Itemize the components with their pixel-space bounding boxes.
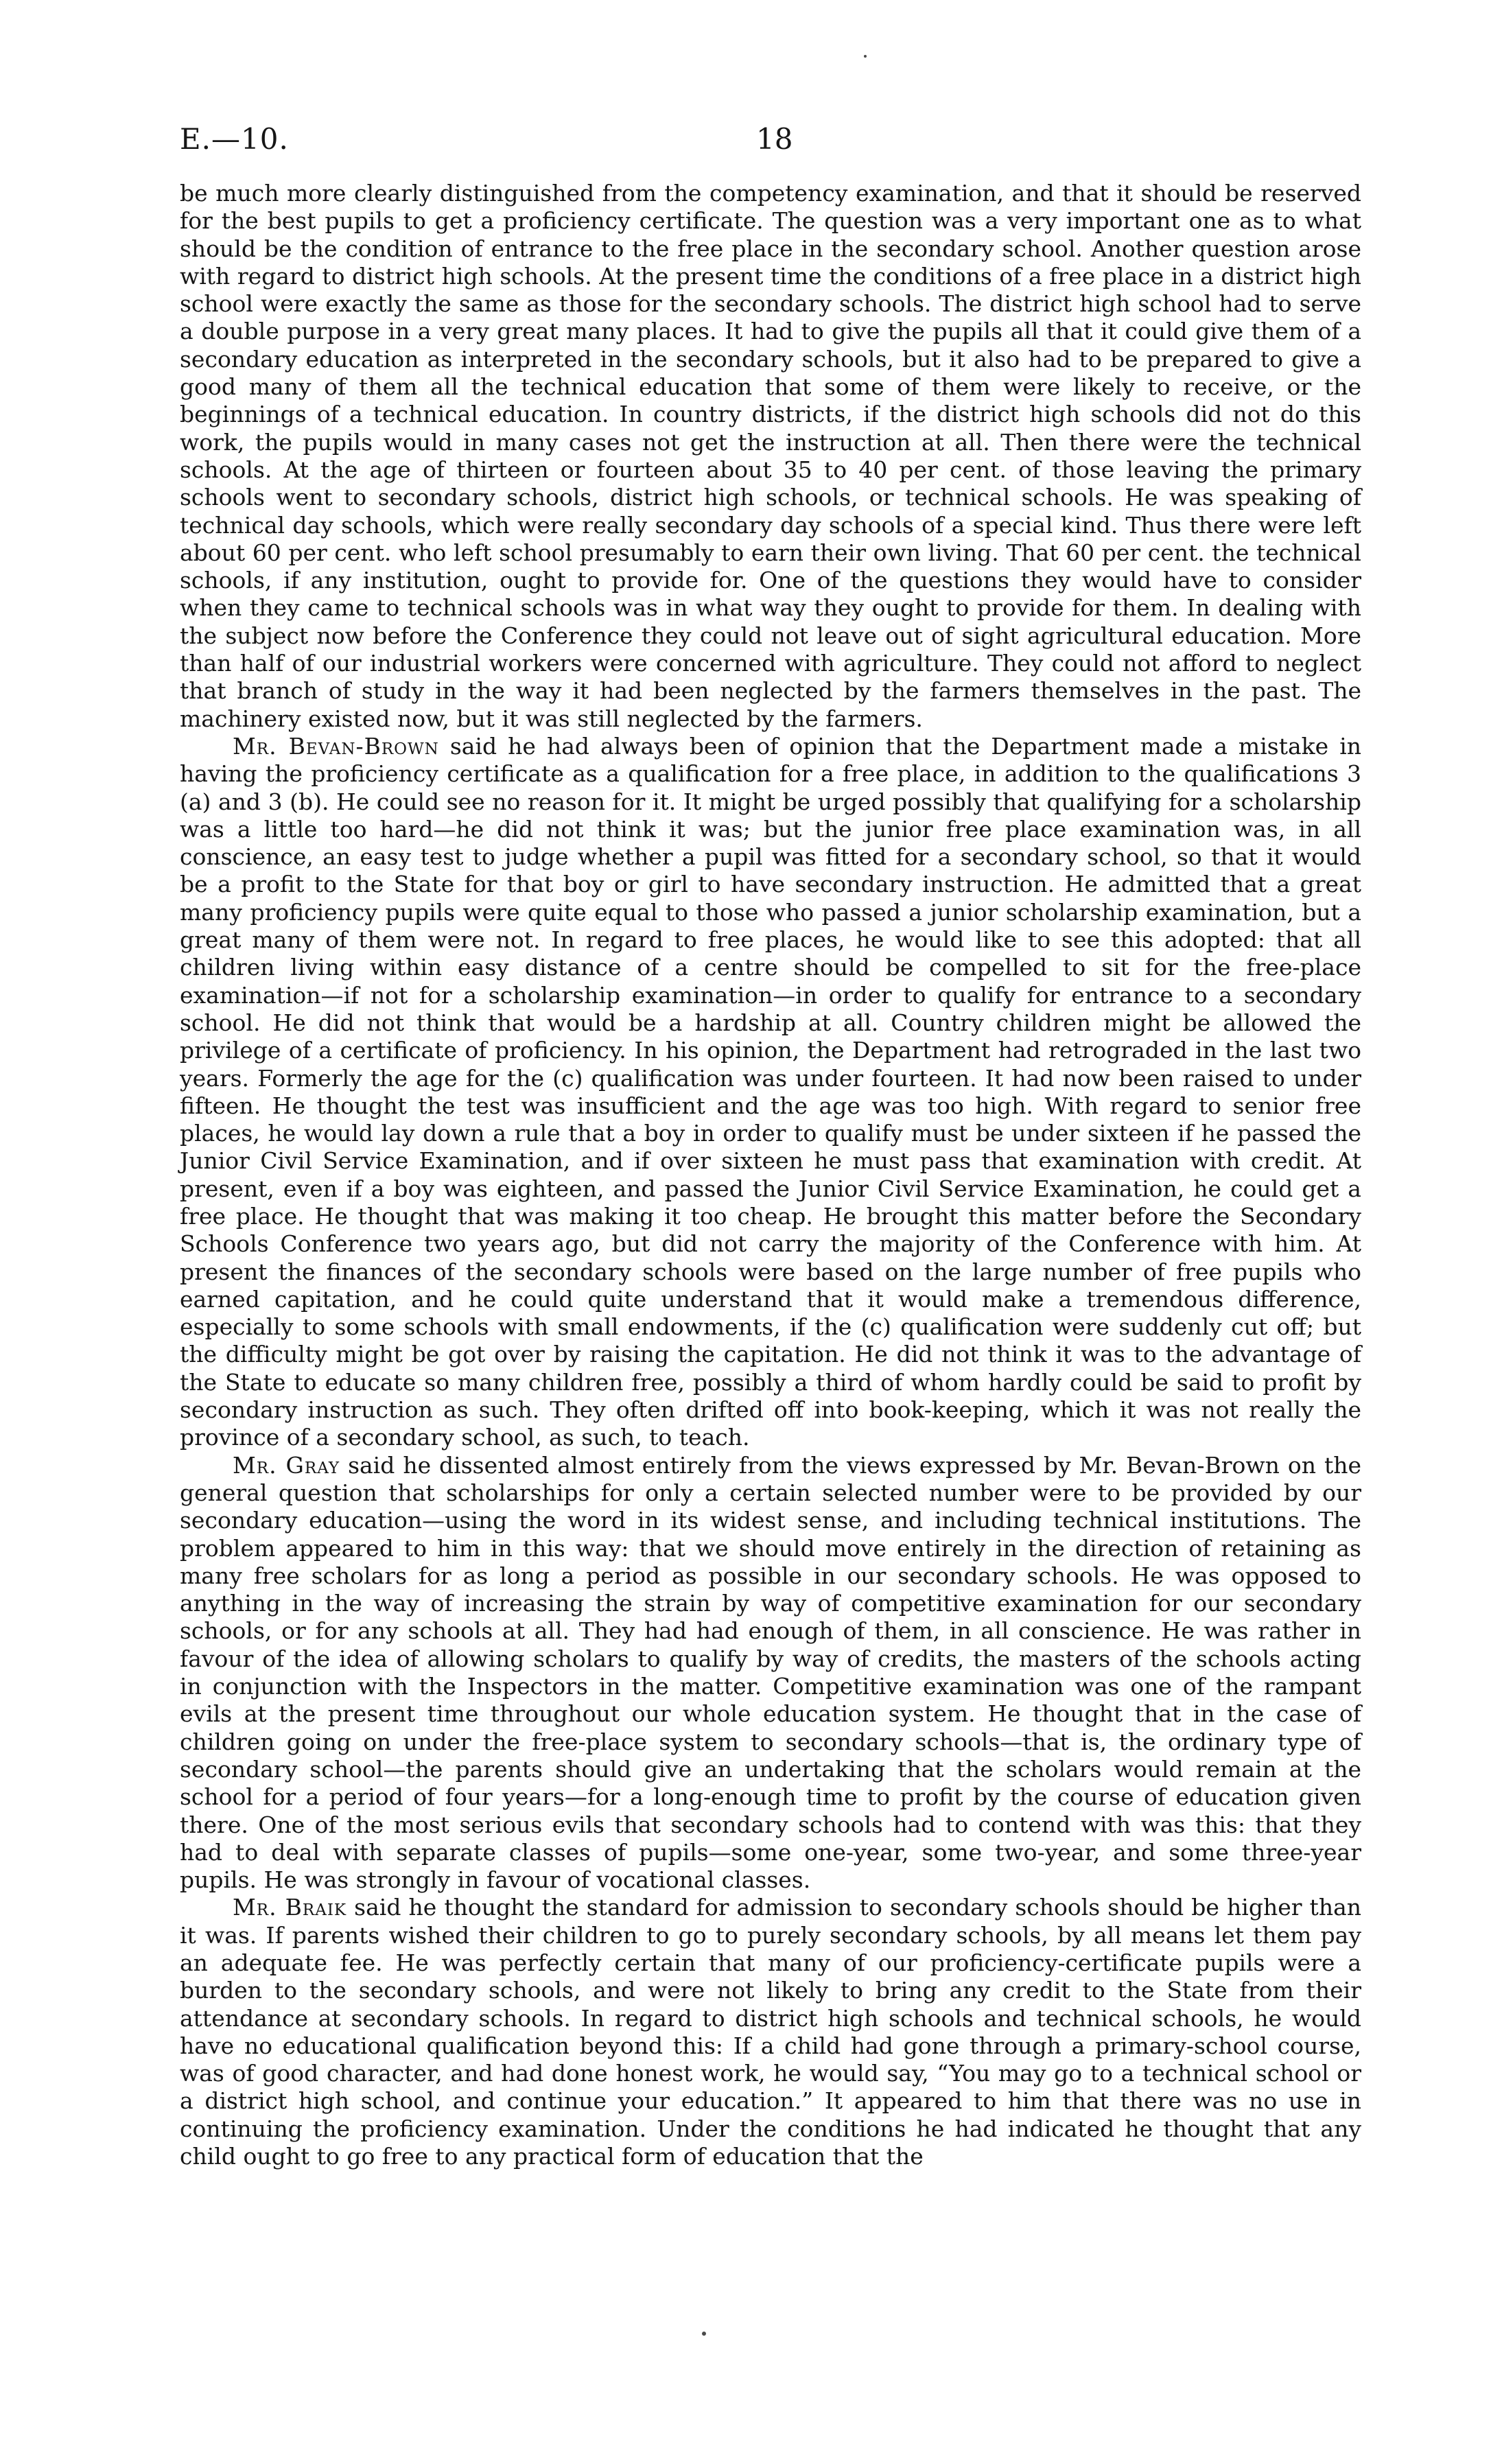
body-text xyxy=(180,180,1361,2170)
paragraph-3-text: said he dissented almost entirely from the views expressed by Mr. Bevan-Brown on the general question that scholarships for only a certain selected number were to be provided by our secondary education—using the word in its widest sense, and including technical institutions. The problem appeared to him in this way: that we should move entirely in the direction of retaining as many free scholars for as long a period as possible in our secondary schools. He was opposed to anything in the way of increasing the strain by way of competitive examination for our secondary schools, or for any schools at all. They had had enough of them, in all conscience. He was rather in favour of the idea of allowing scholars to qualify by way of credits, the masters of the schools acting in conjunction with the Inspectors in the matter. Competitive examination was one of the rampant evils at the present time throughout our whole education system. He thought that in the case of children going on under the free-place system to secondary schools—that is, the ordinary type of secondary school—the parents should give an undertaking that the scholars would remain at the school for a period of four years—for a long-enough time to profit by the course of education given there. One of the most serious evils that secondary schools had to contend with was this: that they had to deal with separate classes of pupils—some one-year, some two-year, and some three-year pupils. He was strongly in favour of vocational classes. xyxy=(180,1451,1361,1894)
document-reference: E.—10. xyxy=(180,122,289,156)
print-speck-bottom xyxy=(702,2332,706,2336)
speaker-name: Mr. Bevan-Brown xyxy=(233,732,439,760)
paragraph-4-text: said he thought the standard for admission to secondary schools should be higher than it was. If parents wished their children to go to purely secondary schools, by all means let them pay an adequate fee. He was perfectly certain that many of our proficiency-certificate pupils were a burden to the secondary schools, and were not likely to bring any credit to the State from their attendance at secondary schools. In regard to district high schools and technical schools, he would have no educational qualification beyond this: If a child had gone through a primary-school course, was of good character, and had done honest work, he would say, “You may go to a technical school or a district high school, and continue your education.” It appeared to him that there was no use in continuing the proficiency examination. Under the conditions he had indicated he thought that any child ought to go free to any practical form of education that the xyxy=(180,1894,1361,2170)
paragraph-4 xyxy=(180,1894,1361,2170)
paragraph-2-text: said he had always been of opinion that the Department made a mistake in having the proficiency certificate as a qualification for a free place, in addition to the qualifications 3 (a) and 3 (b). He could see no reason for it. It might be urged possibly that qualifying for a scholarship was a little too hard—he did not think it was; but the junior free place examination was, in all conscience, an easy test to judge whether a pupil was fitted for a secondary school, so that it would be a profit to the State for that boy or girl to have secondary instruction. He admitted that a great many proficiency pupils were quite equal to those who passed a junior scholarship examination, but a great many of them were not. In regard to free places, he would like to see this adopted: that all children living within easy distance of a centre should be compelled to sit for the free-place examination—if not for a scholarship examination—in order to qualify for entrance to a secondary school. He did not think that would be a hardship at all. Country children might be allowed the privilege of a certificate of proficiency. In his opinion, the Department had retrograded in the last two years. Formerly the age for the (c) qualification was under fourteen. It had now been raised to under fifteen. He thought the test was insufficient and the age was too high. With regard to senior free places, he would lay down a rule that a boy in order to qualify must be under sixteen if he passed the Junior Civil Service Examination, and if over sixteen he must pass that examination with credit. At present, even if a boy was eighteen, and passed the Junior Civil Service Examination, he could get a free place. He thought that was making it too cheap. He brought this matter before the Secondary Schools Conference two years ago, but did not carry the majority of the Conference with him. At present the finances of the secondary schools were based on the large number of free pupils who earned capitation, and he could quite understand that it would make a tremendous difference, especially to some schools with small endowments, if the (c) qualification were suddenly cut off; but the difficulty might be got over by raising the capitation. He did not think it was to the advantage of the State to educate so many children free, possibly a third of whom hardly could be said to profit by secondary instruction as such. They often drifted off into book-keeping, which it was not really the province of a secondary school, as such, to teach. xyxy=(180,732,1362,1451)
paragraph-1 xyxy=(180,180,1361,733)
print-speck-top xyxy=(864,55,867,58)
page-number: 18 xyxy=(756,122,793,156)
page-header xyxy=(180,122,1361,163)
paragraph-1-text: be much more clearly distinguished from the competency examination, and that it should be reserved for the best pupils to get a proficiency certificate. The question was a very important one as to what should be the condition of entrance to the free place in the secondary school. Another question arose with regard to district high schools. At the present time the conditions of a free place in a district high school were exactly the same as those for the secondary schools. The district high school had to serve a double purpose in a very great many places. It had to give the pupils all that it could give them of a secondary education as interpreted in the secondary schools, but it also had to be prepared to give a good many of them all the technical education that some of them were likely to receive, or the beginnings of a technical education. In country districts, if the district high schools did not do this work, the pupils would in many cases not get the instruction at all. Then there were the technical schools. At the age of thirteen or fourteen about 35 to 40 per cent. of those leaving the primary schools went to secondary schools, district high schools, or technical schools. He was speaking of technical day schools, which were really secondary day schools of a special kind. Thus there were left about 60 per cent. who left school presumably to earn their own living. That 60 per cent. the technical schools, if any institution, ought to provide for. One of the questions they would have to consider when they came to technical schools was in what way they ought to provide for them. In dealing with the subject now before the Conference they could not leave out of sight agricultural education. More than half of our industrial workers were concerned with agriculture. They could not afford to neglect that branch of study in the way it had been neglected by the farmers themselves in the past. The machinery existed now, but it was still neglected by the farmers. xyxy=(180,180,1361,732)
paragraph-2 xyxy=(180,733,1361,1452)
speaker-name: Mr. Gray xyxy=(233,1451,340,1479)
paragraph-3 xyxy=(180,1452,1361,1894)
speaker-name: Mr. Braik xyxy=(233,1894,347,1921)
